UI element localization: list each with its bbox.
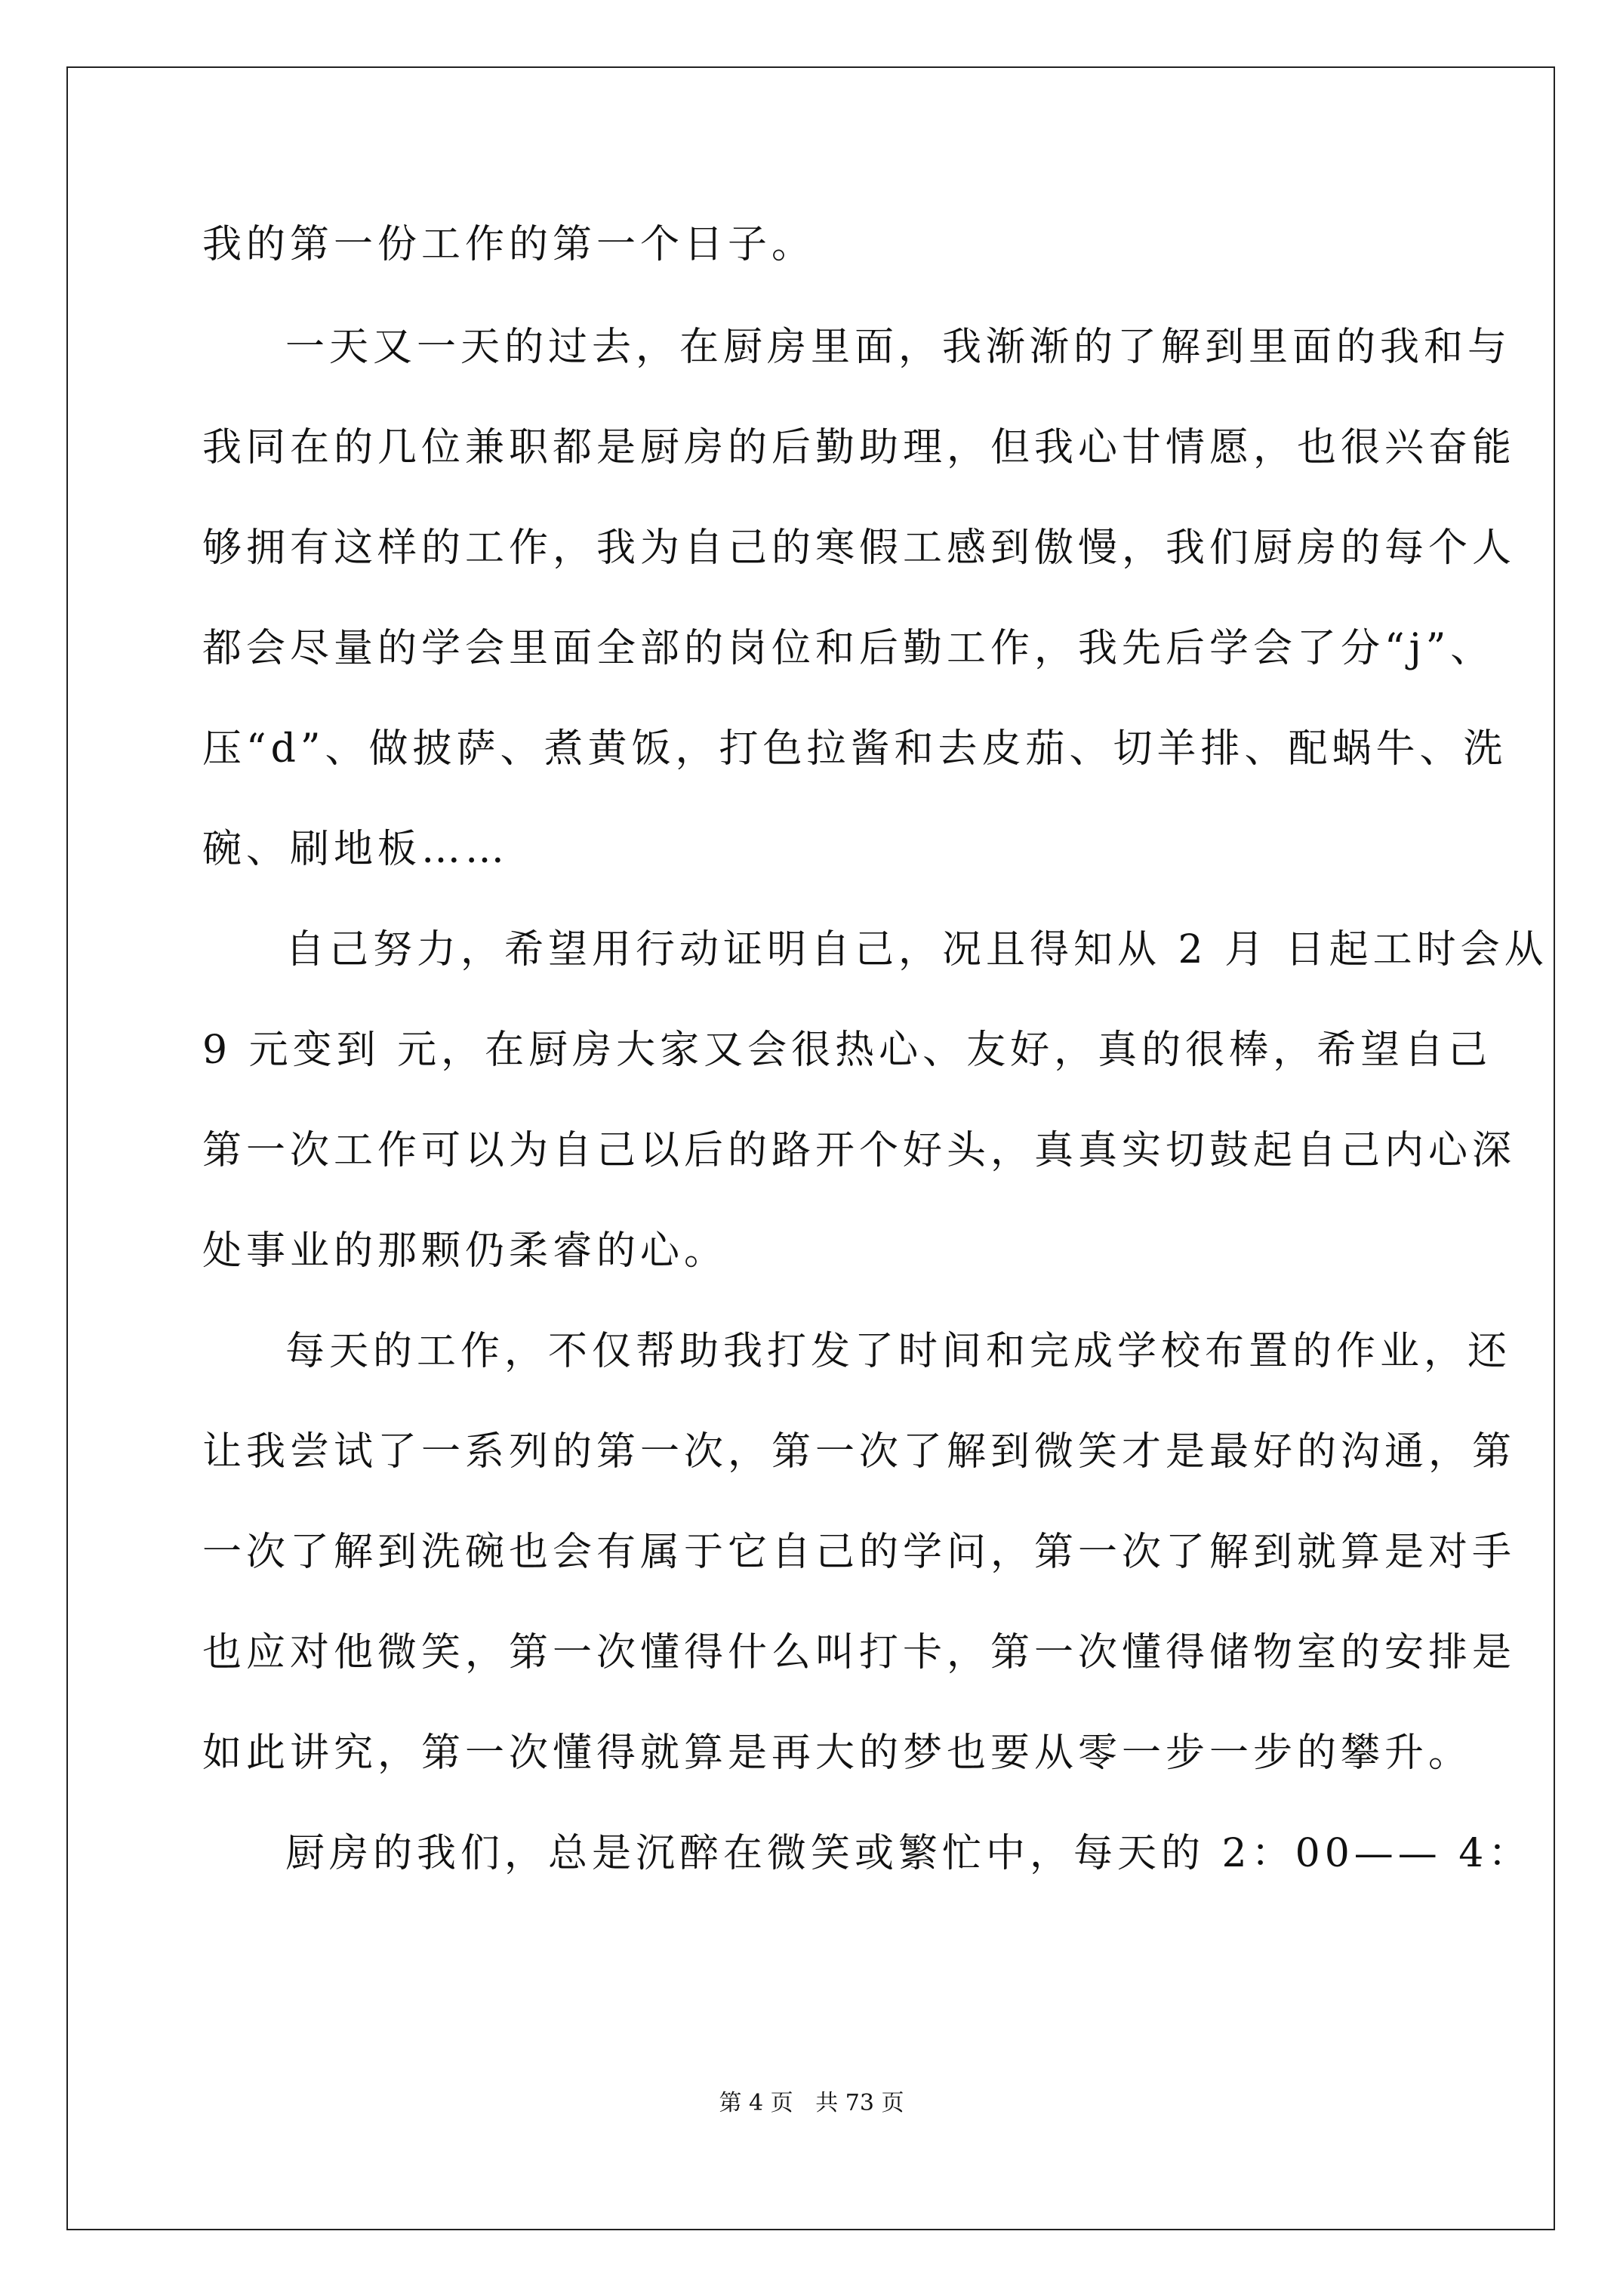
page-footer (0, 2090, 1623, 2117)
text-line: 第一次工作可以为自己以后的路开个好头，真真实切鼓起自己内心深 (202, 1128, 1517, 1173)
text-line: 一次了解到洗碗也会有属于它自己的学问，第一次了解到就算是对手 (202, 1530, 1517, 1575)
paragraph-start-line: 一天又一天的过去，在厨房里面，我渐渐的了解到里面的我和与 (285, 325, 1512, 370)
text-line: 碗、刷地板…… (202, 827, 510, 872)
text-line: 9 元变到 元，在厨房大家又会很热心、友好，真的很棒，希望自己 (202, 1028, 1492, 1073)
text-line: 都会尽量的学会里面全部的岗位和后勤工作，我先后学会了分“j”、 (202, 626, 1495, 671)
page-number: 第 4 页 (719, 2090, 793, 2116)
page-total: 共 73 页 (815, 2090, 904, 2116)
text-line: 让我尝试了一系列的第一次，第一次了解到微笑才是最好的沟通，第 (202, 1429, 1517, 1475)
text-line: 我同在的几位兼职都是厨房的后勤助理，但我心甘情愿，也很兴奋能 (202, 425, 1517, 470)
text-line: 如此讲究，第一次懂得就算是再大的梦也要从零一步一步的攀升。 (202, 1730, 1473, 1776)
paragraph-start-line: 自己努力，希望用行动证明自己，况且得知从 2 月 日起工时会从 (285, 927, 1548, 972)
text-line: 我的第一份工作的第一个日子。 (202, 222, 816, 267)
text-line: 也应对他微笑，第一次懂得什么叫打卡，第一次懂得储物室的安排是 (202, 1630, 1517, 1675)
paragraph-start-line: 每天的工作，不仅帮助我打发了时间和完成学校布置的作业，还 (285, 1329, 1512, 1374)
paragraph-start-line: 厨房的我们，总是沉醉在微笑或繁忙中，每天的 2：00—— 4： (285, 1831, 1532, 1876)
text-line: 处事业的那颗仍柔睿的心。 (202, 1228, 728, 1274)
text-line: 压“d”、做披萨、煮黄饭，打色拉酱和去皮茄、切羊排、配蜗牛、洗 (202, 726, 1508, 772)
text-line: 够拥有这样的工作，我为自己的寒假工感到傲慢，我们厨房的每个人 (202, 525, 1517, 571)
